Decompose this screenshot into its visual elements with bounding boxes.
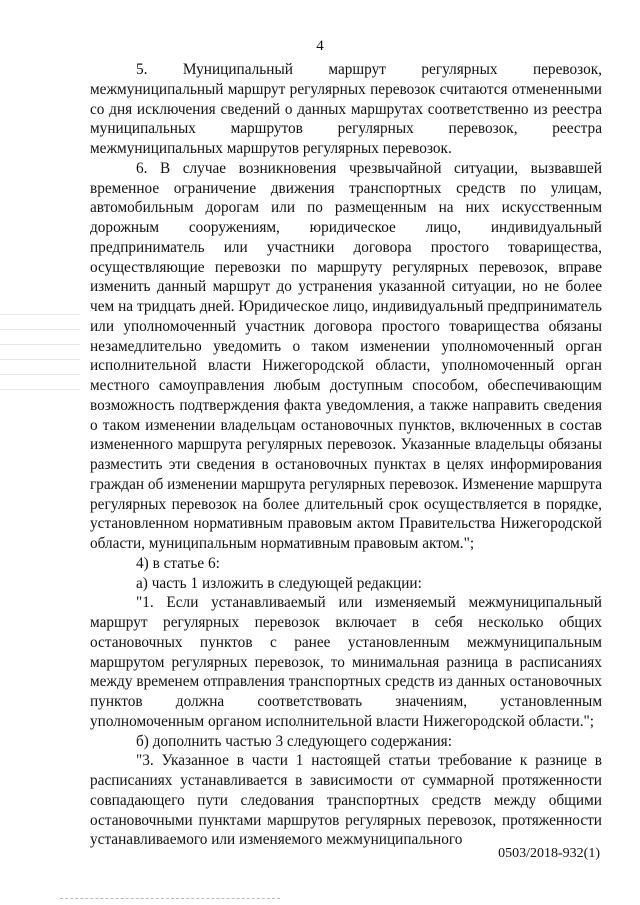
document-code: 0503/2018-932(1) <box>498 846 600 861</box>
paragraph-6: 6. В случае возникновения чрезвычайной ситуации, вызвавшей временное ограничение движения транспортных средств по улицам, автомобильным дорогам или по размещенным на них искусственным дорожным сооружениям, юридическое лицо, индивидуальный предприниматель или участники договора простого товарищества, осуществляющие перевозки по маршруту регулярных перевозок, вправе изменить данный маршрут до устранения указанной ситуации, но не более чем на тридцать дней. Юридическое лицо, индивидуальный предприниматель или уполномоченный участник договора простого товарищества обязаны незамедлительно уведомить о таком изменении уполномоченный орган исполнительной власти Нижегородской области, уполномоченный орган местного самоуправления любым доступным способом, обеспечивающим возможность подтверждения факта уведомления, а также направить сведения о таком изменении владельцам остановочных пунктов, включенных в состав измененного маршрута регулярных перевозок. Указанные владельцы обязаны разместить эти сведения в остановочных пунктах в целях информирования граждан об изменении маршрута регулярных перевозок. Изменение маршрута регулярных перевозок на более длительный срок осуществляется в порядке, установленном нормативным правовым актом Правительства Нижегородской области, муниципальным нормативным правовым актом."; <box>90 159 602 552</box>
document-body <box>90 60 602 850</box>
scan-artifact <box>0 300 80 480</box>
scan-edge-line <box>60 898 280 899</box>
paragraph-5: 5. Муниципальный маршрут регулярных перевозок, межмуниципальный маршрут регулярных перевозок считаются отмененными со дня исключения сведений о данных маршрутах соответственно из реестра муниципальных маршрутов регулярных перевозок, реестра межмуниципальных маршрутов регулярных перевозок. <box>90 61 602 157</box>
paragraph-part-3: "3. Указанное в части 1 настоящей статьи требование к разнице в расписаниях устанавливается в зависимости от суммарной протяженности совпадающего пути следования транспортных средств между общими остановочными пунктами маршрутов регулярных перевозок, протяженности устанавливаемого или изменяемого межмуниципального <box>90 752 602 849</box>
paragraph-item-b: б) дополнить частью 3 следующего содержания: <box>136 732 452 750</box>
paragraph-item-a: а) часть 1 изложить в следующей редакции: <box>136 574 422 592</box>
page-number: 4 <box>316 38 324 54</box>
paragraph-part-1: "1. Если устанавливаемый или изменяемый межмуниципальный маршрут регулярных перевозок включает в себя несколько общих остановочных пунктов с ранее установленным межмуниципальным маршрутом регулярных перевозок, то минимальная разница в расписаниях между временем отправления транспортных средств из данных остановочных пунктов должна соответствовать значениям, установленным уполномоченным органом исполнительной власти Нижегородской области."; <box>90 594 602 730</box>
paragraph-item-4: 4) в статье 6: <box>136 554 220 572</box>
